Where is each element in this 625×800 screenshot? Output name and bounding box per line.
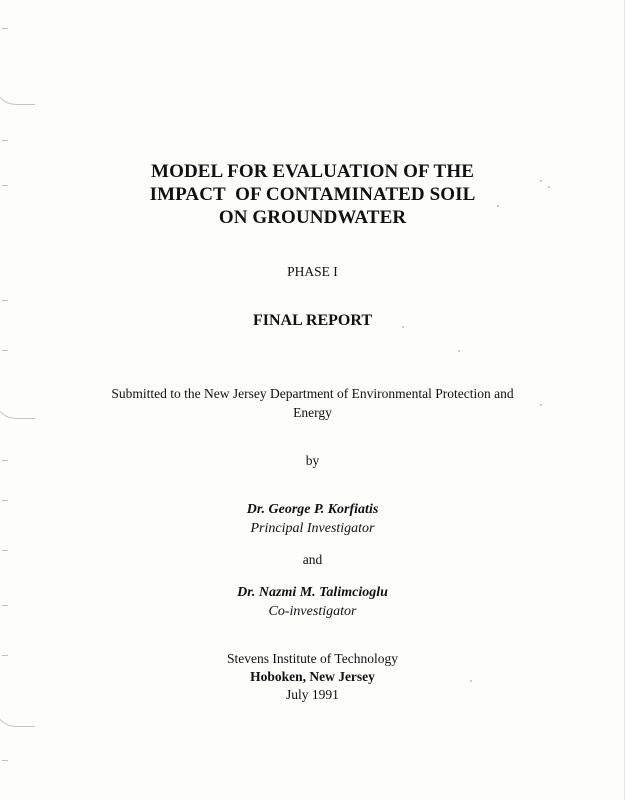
principal-investigator xyxy=(0,500,625,538)
investigator-role: Co-investigator xyxy=(268,604,357,619)
co-investigator xyxy=(0,583,625,621)
investigator-name: Dr. George P. Korfiatis xyxy=(246,502,379,517)
submitted-line-2: Energy xyxy=(293,405,332,420)
institution-name: Stevens Institute of Technology xyxy=(227,651,398,666)
by-label: by xyxy=(305,453,320,468)
title-line-1: MODEL FOR EVALUATION OF THE xyxy=(151,161,474,182)
report-type: FINAL REPORT xyxy=(252,312,372,329)
and-label: and xyxy=(302,552,323,567)
edge-tick xyxy=(2,140,8,141)
submitted-to xyxy=(0,384,625,422)
institution-block xyxy=(0,650,625,704)
edge-tick xyxy=(2,350,8,351)
edge-tick xyxy=(2,300,8,301)
investigator-name: Dr. Nazmi M. Talimcioglu xyxy=(237,585,388,600)
binder-hole-mark xyxy=(0,78,35,105)
scan-speck xyxy=(458,350,460,352)
title-line-2: IMPACT OF CONTAMINATED SOIL xyxy=(149,184,476,205)
edge-tick xyxy=(2,550,8,551)
edge-tick xyxy=(2,760,8,761)
phase-label: PHASE I xyxy=(287,264,338,279)
report-title xyxy=(0,160,625,229)
report-date: July 1991 xyxy=(286,687,339,702)
institution-location: Hoboken, New Jersey xyxy=(250,669,375,684)
submitted-line-1: Submitted to the New Jersey Department of Environmental Protection and xyxy=(111,386,514,401)
binder-hole-mark xyxy=(0,700,35,727)
edge-tick xyxy=(2,28,8,29)
investigator-role: Principal Investigator xyxy=(250,521,375,536)
title-line-3: ON GROUNDWATER xyxy=(218,207,407,228)
